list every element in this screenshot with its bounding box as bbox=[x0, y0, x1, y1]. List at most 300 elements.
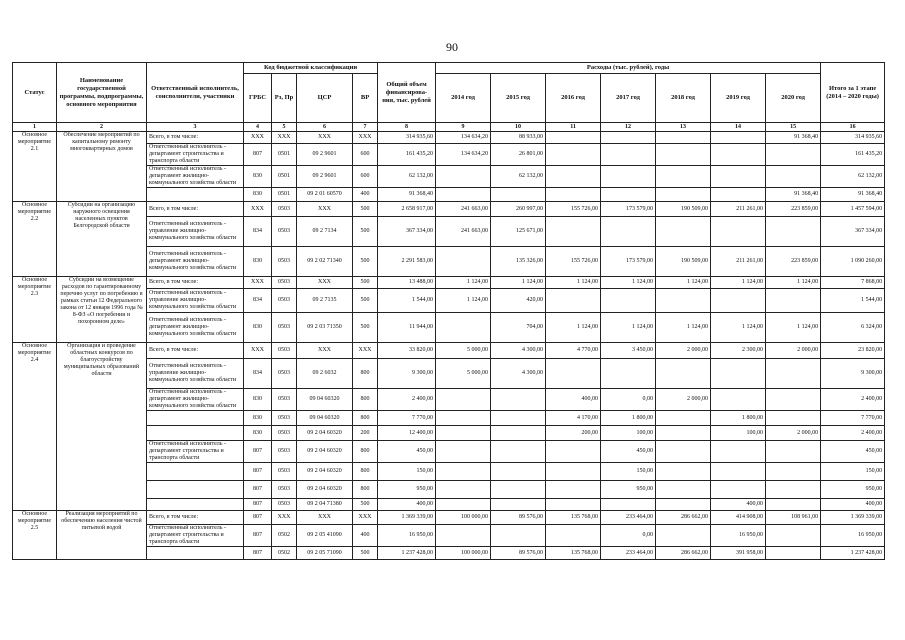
year-value-cell bbox=[711, 144, 766, 166]
year-value-cell bbox=[546, 289, 601, 313]
header-grbs: ГРБС bbox=[244, 74, 272, 123]
year-value-cell: 16 950,00 bbox=[711, 525, 766, 547]
year-value-cell bbox=[546, 525, 601, 547]
year-value-cell: 190 509,00 bbox=[656, 202, 711, 217]
measure-name-cell: Организация и проведение областных конкурсов по благоустройству муниципальных образований области bbox=[57, 343, 147, 511]
year-value-cell: 173 579,00 bbox=[601, 247, 656, 277]
year-value-cell: 704,00 bbox=[491, 313, 546, 343]
total-funding-cell: 12 400,00 bbox=[378, 426, 436, 441]
rzpr-cell: 0501 bbox=[272, 166, 297, 188]
year-value-cell: 108 961,00 bbox=[766, 511, 821, 525]
vr-cell: 500 bbox=[353, 247, 378, 277]
year-value-cell: 1 800,00 bbox=[601, 411, 656, 426]
year-value-cell bbox=[601, 166, 656, 188]
stage-total-cell: 367 334,00 bbox=[821, 217, 885, 247]
year-value-cell: 2 000,00 bbox=[766, 426, 821, 441]
grbs-cell: 807 bbox=[244, 547, 272, 560]
csr-cell: 09 2 05 71090 bbox=[297, 547, 353, 560]
grbs-cell: 830 bbox=[244, 313, 272, 343]
year-value-cell bbox=[766, 144, 821, 166]
year-value-cell: 4 300,00 bbox=[491, 359, 546, 389]
year-value-cell: 155 726,00 bbox=[546, 247, 601, 277]
rzpr-cell: 0503 bbox=[272, 277, 297, 289]
column-number: 4 bbox=[244, 123, 272, 132]
year-value-cell bbox=[436, 426, 491, 441]
year-value-cell: 286 662,00 bbox=[656, 511, 711, 525]
table-row bbox=[13, 343, 885, 359]
header-year: 2014 год bbox=[436, 74, 491, 123]
year-value-cell: 100,00 bbox=[601, 426, 656, 441]
csr-cell: 09 2 7135 bbox=[297, 289, 353, 313]
vr-cell: 800 bbox=[353, 463, 378, 481]
year-value-cell bbox=[711, 359, 766, 389]
year-value-cell: 1 124,00 bbox=[436, 289, 491, 313]
year-value-cell bbox=[601, 188, 656, 202]
rzpr-cell: 0503 bbox=[272, 481, 297, 499]
year-value-cell bbox=[436, 463, 491, 481]
year-value-cell bbox=[546, 132, 601, 144]
total-funding-cell: 2 400,00 bbox=[378, 389, 436, 411]
grbs-cell: ХХХ bbox=[244, 343, 272, 359]
year-value-cell: 2 000,00 bbox=[766, 343, 821, 359]
executor-cell bbox=[147, 499, 244, 511]
grbs-cell: 834 bbox=[244, 359, 272, 389]
year-value-cell: 4 770,00 bbox=[546, 343, 601, 359]
total-funding-cell: 1 369 339,00 bbox=[378, 511, 436, 525]
year-value-cell: 190 509,00 bbox=[656, 247, 711, 277]
header-year: 2018 год bbox=[656, 74, 711, 123]
executor-cell: Ответственный исполнитель - департамент строительства и транспорта области bbox=[147, 144, 244, 166]
table-row bbox=[13, 202, 885, 217]
year-value-cell bbox=[436, 441, 491, 463]
csr-cell: 09 2 01 60570 bbox=[297, 188, 353, 202]
year-value-cell bbox=[436, 247, 491, 277]
table-row bbox=[13, 277, 885, 289]
year-value-cell: 1 124,00 bbox=[711, 313, 766, 343]
grbs-cell: ХХХ bbox=[244, 132, 272, 144]
measure-name-cell: Субсидии на организацию наружного освещения населенных пунктов Белгородской области bbox=[57, 202, 147, 277]
rzpr-cell: ХХХ bbox=[272, 132, 297, 144]
csr-cell: 09 04 60320 bbox=[297, 411, 353, 426]
year-value-cell bbox=[711, 441, 766, 463]
year-value-cell bbox=[436, 389, 491, 411]
rzpr-cell: 0503 bbox=[272, 359, 297, 389]
year-value-cell: 0,00 bbox=[601, 389, 656, 411]
year-value-cell: 241 663,00 bbox=[436, 202, 491, 217]
total-funding-cell: 2 658 917,00 bbox=[378, 202, 436, 217]
grbs-cell: 807 bbox=[244, 441, 272, 463]
executor-cell: Всего, в том числе: bbox=[147, 202, 244, 217]
stage-total-cell: 150,00 bbox=[821, 463, 885, 481]
stage-total-cell: 7 868,00 bbox=[821, 277, 885, 289]
executor-cell: Всего, в том числе: bbox=[147, 132, 244, 144]
executor-cell: Ответственный исполнитель - управление жилищно-коммунального хозяйства области bbox=[147, 217, 244, 247]
column-number: 5 bbox=[272, 123, 297, 132]
grbs-cell: 807 bbox=[244, 463, 272, 481]
grbs-cell: 830 bbox=[244, 426, 272, 441]
rzpr-cell: 0502 bbox=[272, 547, 297, 560]
year-value-cell bbox=[436, 499, 491, 511]
grbs-cell: 830 bbox=[244, 389, 272, 411]
year-value-cell: 155 726,00 bbox=[546, 202, 601, 217]
year-value-cell bbox=[766, 481, 821, 499]
year-value-cell: 2 000,00 bbox=[656, 343, 711, 359]
header-total-funding: Общий объем финансирова-ния, тыс. рублей bbox=[378, 63, 436, 123]
year-value-cell: 5 000,00 bbox=[436, 359, 491, 389]
year-value-cell: 1 124,00 bbox=[766, 313, 821, 343]
header-year: 2016 год bbox=[546, 74, 601, 123]
csr-cell: 09 2 04 71380 bbox=[297, 499, 353, 511]
year-value-cell bbox=[766, 441, 821, 463]
measure-name-cell: Обеспечение мероприятий по капитальному ремонту многоквартирных домов bbox=[57, 132, 147, 202]
total-funding-cell: 33 820,00 bbox=[378, 343, 436, 359]
vr-cell: 800 bbox=[353, 389, 378, 411]
grbs-cell: ХХХ bbox=[244, 277, 272, 289]
year-value-cell: 420,00 bbox=[491, 289, 546, 313]
executor-cell: Ответственный исполнитель - управление жилищно-коммунального хозяйства области bbox=[147, 359, 244, 389]
year-value-cell bbox=[656, 426, 711, 441]
grbs-cell: 807 bbox=[244, 525, 272, 547]
stage-total-cell: 16 950,00 bbox=[821, 525, 885, 547]
rzpr-cell: 0503 bbox=[272, 289, 297, 313]
header-year: 2015 год bbox=[491, 74, 546, 123]
status-cell: Основное мероприятие 2.2 bbox=[13, 202, 57, 277]
year-value-cell bbox=[601, 144, 656, 166]
year-value-cell: 135 768,00 bbox=[546, 547, 601, 560]
year-value-cell: 223 859,00 bbox=[766, 202, 821, 217]
rzpr-cell: 0503 bbox=[272, 499, 297, 511]
year-value-cell: 1 124,00 bbox=[766, 277, 821, 289]
year-value-cell: 91 368,40 bbox=[766, 132, 821, 144]
year-value-cell bbox=[766, 525, 821, 547]
stage-total-cell: 6 324,00 bbox=[821, 313, 885, 343]
total-funding-cell: 62 132,00 bbox=[378, 166, 436, 188]
year-value-cell: 26 801,00 bbox=[491, 144, 546, 166]
vr-cell: 500 bbox=[353, 547, 378, 560]
column-number: 10 bbox=[491, 123, 546, 132]
year-value-cell: 150,00 bbox=[601, 463, 656, 481]
year-value-cell bbox=[546, 499, 601, 511]
column-number: 6 bbox=[297, 123, 353, 132]
year-value-cell: 1 124,00 bbox=[546, 277, 601, 289]
table-row bbox=[13, 511, 885, 525]
year-value-cell bbox=[656, 188, 711, 202]
year-value-cell bbox=[491, 441, 546, 463]
vr-cell: 800 bbox=[353, 359, 378, 389]
csr-cell: ХХХ bbox=[297, 511, 353, 525]
budget-table bbox=[12, 62, 885, 560]
vr-cell: 500 bbox=[353, 499, 378, 511]
rzpr-cell: 0503 bbox=[272, 463, 297, 481]
vr-cell: 500 bbox=[353, 217, 378, 247]
year-value-cell bbox=[436, 525, 491, 547]
year-value-cell bbox=[491, 525, 546, 547]
year-value-cell bbox=[656, 481, 711, 499]
header-total-stage: Итого за 1 этапе (2014 – 2020 годы) bbox=[821, 63, 885, 123]
header-status: Статус bbox=[13, 63, 57, 123]
vr-cell: 500 bbox=[353, 277, 378, 289]
csr-cell: 09 2 9601 bbox=[297, 144, 353, 166]
year-value-cell bbox=[766, 217, 821, 247]
vr-cell: 800 bbox=[353, 441, 378, 463]
total-funding-cell: 11 944,00 bbox=[378, 313, 436, 343]
grbs-cell: 834 bbox=[244, 289, 272, 313]
year-value-cell bbox=[491, 411, 546, 426]
executor-cell: Всего, в том числе: bbox=[147, 343, 244, 359]
year-value-cell: 100,00 bbox=[711, 426, 766, 441]
rzpr-cell: 0503 bbox=[272, 411, 297, 426]
year-value-cell bbox=[766, 499, 821, 511]
executor-cell: Ответственный исполнитель - управление жилищно-коммунального хозяйства области bbox=[147, 289, 244, 313]
year-value-cell bbox=[766, 463, 821, 481]
grbs-cell: 830 bbox=[244, 411, 272, 426]
year-value-cell bbox=[656, 463, 711, 481]
year-value-cell: 200,00 bbox=[546, 426, 601, 441]
column-number-row bbox=[13, 123, 885, 132]
executor-cell: Ответственный исполнитель - департамент жилищно-коммунального хозяйства области bbox=[147, 247, 244, 277]
year-value-cell bbox=[656, 289, 711, 313]
grbs-cell: 807 bbox=[244, 499, 272, 511]
csr-cell: 09 2 9601 bbox=[297, 166, 353, 188]
executor-cell: Ответственный исполнитель - департамент жилищно-коммунального хозяйства области bbox=[147, 166, 244, 188]
rzpr-cell: 0503 bbox=[272, 426, 297, 441]
grbs-cell: 807 bbox=[244, 481, 272, 499]
total-funding-cell: 450,00 bbox=[378, 441, 436, 463]
year-value-cell: 89 576,00 bbox=[491, 547, 546, 560]
column-number: 8 bbox=[378, 123, 436, 132]
vr-cell: 400 bbox=[353, 188, 378, 202]
csr-cell: 09 2 04 60320 bbox=[297, 463, 353, 481]
executor-cell bbox=[147, 463, 244, 481]
csr-cell: 09 2 04 60320 bbox=[297, 441, 353, 463]
executor-cell bbox=[147, 481, 244, 499]
vr-cell: ХХХ bbox=[353, 132, 378, 144]
vr-cell: 600 bbox=[353, 144, 378, 166]
year-value-cell bbox=[711, 481, 766, 499]
year-value-cell: 260 997,00 bbox=[491, 202, 546, 217]
vr-cell: 500 bbox=[353, 313, 378, 343]
vr-cell: 800 bbox=[353, 411, 378, 426]
column-number: 14 bbox=[711, 123, 766, 132]
measure-name-cell: Реализация мероприятий по обеспечению населения чистой питьевой водой bbox=[57, 511, 147, 560]
csr-cell: 09 04 60320 bbox=[297, 389, 353, 411]
column-number: 15 bbox=[766, 123, 821, 132]
page-number: 90 bbox=[446, 40, 458, 54]
total-funding-cell: 161 435,20 bbox=[378, 144, 436, 166]
total-funding-cell: 1 544,00 bbox=[378, 289, 436, 313]
year-value-cell bbox=[656, 217, 711, 247]
stage-total-cell: 91 368,40 bbox=[821, 188, 885, 202]
year-value-cell bbox=[546, 359, 601, 389]
year-value-cell: 1 124,00 bbox=[601, 313, 656, 343]
year-value-cell: 100 000,00 bbox=[436, 547, 491, 560]
year-value-cell: 4 170,00 bbox=[546, 411, 601, 426]
year-value-cell: 211 261,00 bbox=[711, 202, 766, 217]
total-funding-cell: 950,00 bbox=[378, 481, 436, 499]
grbs-cell: 807 bbox=[244, 144, 272, 166]
stage-total-cell: 23 820,00 bbox=[821, 343, 885, 359]
header-year: 2020 год bbox=[766, 74, 821, 123]
year-value-cell: 89 576,00 bbox=[491, 511, 546, 525]
year-value-cell: 2 000,00 bbox=[656, 389, 711, 411]
year-value-cell: 1 124,00 bbox=[491, 277, 546, 289]
year-value-cell: 241 663,00 bbox=[436, 217, 491, 247]
stage-total-cell: 161 435,20 bbox=[821, 144, 885, 166]
csr-cell: ХХХ bbox=[297, 202, 353, 217]
rzpr-cell: 0503 bbox=[272, 389, 297, 411]
csr-cell: 09 2 02 71340 bbox=[297, 247, 353, 277]
year-value-cell: 233 464,00 bbox=[601, 511, 656, 525]
vr-cell: 600 bbox=[353, 166, 378, 188]
year-value-cell bbox=[601, 499, 656, 511]
status-cell: Основное мероприятие 2.1 bbox=[13, 132, 57, 202]
csr-cell: 09 2 03 71350 bbox=[297, 313, 353, 343]
total-funding-cell: 150,00 bbox=[378, 463, 436, 481]
grbs-cell: 807 bbox=[244, 511, 272, 525]
rzpr-cell: 0503 bbox=[272, 343, 297, 359]
total-funding-cell: 9 300,00 bbox=[378, 359, 436, 389]
year-value-cell: 91 368,40 bbox=[766, 188, 821, 202]
year-value-cell bbox=[491, 499, 546, 511]
year-value-cell: 100 000,00 bbox=[436, 511, 491, 525]
header-expenses: Расходы (тыс. рублей), годы bbox=[436, 63, 821, 74]
status-cell: Основное мероприятие 2.5 bbox=[13, 511, 57, 560]
executor-cell: Ответственный исполнитель - департамент строительства и транспорта области bbox=[147, 525, 244, 547]
rzpr-cell: 0502 bbox=[272, 525, 297, 547]
stage-total-cell: 1 237 428,00 bbox=[821, 547, 885, 560]
column-number: 7 bbox=[353, 123, 378, 132]
year-value-cell: 5 000,00 bbox=[436, 343, 491, 359]
header-year: 2019 год bbox=[711, 74, 766, 123]
executor-cell: Ответственный исполнитель - департамент жилищно-коммунального хозяйства области bbox=[147, 313, 244, 343]
year-value-cell: 62 132,00 bbox=[491, 166, 546, 188]
header-rzpr: Рз, Пр bbox=[272, 74, 297, 123]
column-number: 16 bbox=[821, 123, 885, 132]
year-value-cell: 1 124,00 bbox=[601, 277, 656, 289]
year-value-cell: 400,00 bbox=[711, 499, 766, 511]
year-value-cell bbox=[546, 188, 601, 202]
year-value-cell bbox=[711, 389, 766, 411]
year-value-cell: 1 124,00 bbox=[656, 313, 711, 343]
year-value-cell: 211 261,00 bbox=[711, 247, 766, 277]
stage-total-cell: 7 770,00 bbox=[821, 411, 885, 426]
year-value-cell: 391 958,00 bbox=[711, 547, 766, 560]
total-funding-cell: 400,00 bbox=[378, 499, 436, 511]
stage-total-cell: 314 935,60 bbox=[821, 132, 885, 144]
year-value-cell bbox=[766, 359, 821, 389]
year-value-cell bbox=[491, 389, 546, 411]
executor-cell: Ответственный исполнитель - департамент строительства и транспорта области bbox=[147, 441, 244, 463]
rzpr-cell: 0503 bbox=[272, 217, 297, 247]
vr-cell: 800 bbox=[353, 481, 378, 499]
stage-total-cell: 400,00 bbox=[821, 499, 885, 511]
csr-cell: 09 2 6032 bbox=[297, 359, 353, 389]
grbs-cell: 830 bbox=[244, 188, 272, 202]
stage-total-cell: 2 400,00 bbox=[821, 426, 885, 441]
year-value-cell bbox=[656, 411, 711, 426]
grbs-cell: 830 bbox=[244, 166, 272, 188]
year-value-cell bbox=[436, 313, 491, 343]
rzpr-cell: 0503 bbox=[272, 313, 297, 343]
year-value-cell bbox=[711, 289, 766, 313]
executor-cell: Ответственный исполнитель - департамент жилищно-коммунального хозяйства области bbox=[147, 389, 244, 411]
year-value-cell: 450,00 bbox=[601, 441, 656, 463]
stage-total-cell: 9 300,00 bbox=[821, 359, 885, 389]
column-number: 3 bbox=[147, 123, 244, 132]
total-funding-cell: 314 935,60 bbox=[378, 132, 436, 144]
column-number: 1 bbox=[13, 123, 57, 132]
vr-cell: 500 bbox=[353, 289, 378, 313]
year-value-cell: 414 908,00 bbox=[711, 511, 766, 525]
year-value-cell bbox=[656, 144, 711, 166]
stage-total-cell: 62 132,00 bbox=[821, 166, 885, 188]
grbs-cell: 834 bbox=[244, 217, 272, 247]
executor-cell bbox=[147, 188, 244, 202]
year-value-cell bbox=[546, 481, 601, 499]
status-cell: Основное мероприятие 2.3 bbox=[13, 277, 57, 343]
stage-total-cell: 450,00 bbox=[821, 441, 885, 463]
year-value-cell: 233 464,00 bbox=[601, 547, 656, 560]
stage-total-cell: 950,00 bbox=[821, 481, 885, 499]
year-value-cell: 2 300,00 bbox=[711, 343, 766, 359]
grbs-cell: 830 bbox=[244, 247, 272, 277]
year-value-cell bbox=[601, 359, 656, 389]
year-value-cell: 135 326,00 bbox=[491, 247, 546, 277]
stage-total-cell: 1 457 594,00 bbox=[821, 202, 885, 217]
year-value-cell bbox=[766, 547, 821, 560]
csr-cell: ХХХ bbox=[297, 343, 353, 359]
executor-cell bbox=[147, 547, 244, 560]
total-funding-cell: 16 950,00 bbox=[378, 525, 436, 547]
column-number: 12 bbox=[601, 123, 656, 132]
year-value-cell: 88 933,00 bbox=[491, 132, 546, 144]
rzpr-cell: 0503 bbox=[272, 247, 297, 277]
total-funding-cell: 2 291 583,00 bbox=[378, 247, 436, 277]
year-value-cell bbox=[546, 463, 601, 481]
csr-cell: 09 2 04 60320 bbox=[297, 481, 353, 499]
year-value-cell: 134 634,20 bbox=[436, 144, 491, 166]
csr-cell: ХХХ bbox=[297, 277, 353, 289]
header-vr: ВР bbox=[353, 74, 378, 123]
year-value-cell: 173 579,00 bbox=[601, 202, 656, 217]
status-cell: Основное мероприятие 2.4 bbox=[13, 343, 57, 511]
year-value-cell: 134 634,20 bbox=[436, 132, 491, 144]
column-number: 9 bbox=[436, 123, 491, 132]
column-number: 2 bbox=[57, 123, 147, 132]
rzpr-cell: 0501 bbox=[272, 188, 297, 202]
header-executor: Ответственный исполнитель, соисполнители, участники bbox=[147, 63, 244, 123]
total-funding-cell: 367 334,00 bbox=[378, 217, 436, 247]
rzpr-cell: ХХХ bbox=[272, 511, 297, 525]
year-value-cell: 3 450,00 bbox=[601, 343, 656, 359]
year-value-cell bbox=[491, 463, 546, 481]
year-value-cell: 1 124,00 bbox=[711, 277, 766, 289]
year-value-cell bbox=[711, 188, 766, 202]
header-name: Наименование государственной программы, подпрограммы, основного мероприятия bbox=[57, 63, 147, 123]
year-value-cell bbox=[601, 132, 656, 144]
year-value-cell bbox=[546, 166, 601, 188]
year-value-cell bbox=[436, 411, 491, 426]
year-value-cell bbox=[656, 166, 711, 188]
csr-cell: ХХХ bbox=[297, 132, 353, 144]
year-value-cell bbox=[766, 389, 821, 411]
year-value-cell bbox=[656, 359, 711, 389]
year-value-cell bbox=[546, 441, 601, 463]
total-funding-cell: 91 368,40 bbox=[378, 188, 436, 202]
stage-total-cell: 1 090 260,00 bbox=[821, 247, 885, 277]
year-value-cell: 286 662,00 bbox=[656, 547, 711, 560]
year-value-cell bbox=[546, 217, 601, 247]
